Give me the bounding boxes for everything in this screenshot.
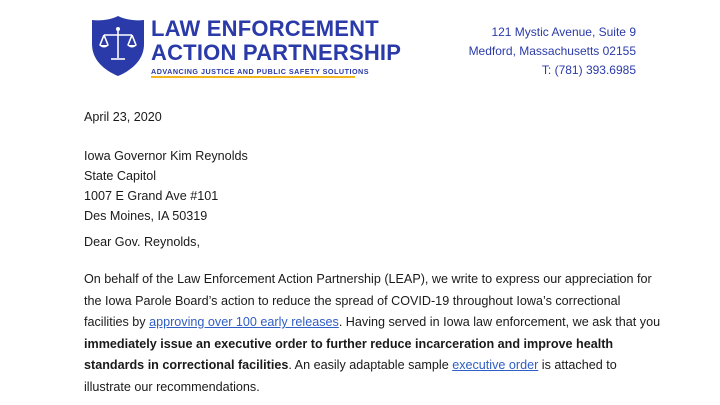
paragraph-text: facilities by	[84, 315, 150, 329]
recipient-line: Iowa Governor Kim Reynolds	[84, 149, 248, 163]
paragraph-line	[84, 312, 660, 334]
recipient-block	[84, 146, 248, 226]
recipient-line: State Capitol	[84, 169, 157, 183]
early-releases-link[interactable]: approving over 100 early releases	[149, 315, 339, 329]
shield-scales-icon	[88, 14, 148, 78]
org-name-line1: LAW ENFORCEMENT	[151, 16, 379, 41]
paragraph-line: illustrate our recommendations.	[84, 379, 260, 394]
paragraph-line: On behalf of the Law Enforcement Action Partnership (LEAP), we write to express our appreciation for	[84, 272, 652, 286]
request-emphasis: standards in correctional facilities	[84, 358, 289, 372]
paragraph-line: the Iowa Parole Board’s action to reduce the spread of COVID-19 throughout Iowa’s correctional	[84, 293, 621, 308]
recipient-line: Des Moines, IA 50319	[84, 209, 208, 223]
paragraph-text: . An easily adaptable sample	[288, 358, 453, 372]
org-name-line2: ACTION PARTNERSHIP	[151, 40, 402, 65]
paragraph-text: . Having served in Iowa law enforcement, we ask that you	[338, 315, 661, 329]
request-emphasis: immediately issue an executive order to further reduce incarceration and improve health	[84, 336, 614, 351]
letter-date: April 23, 2020	[84, 110, 162, 124]
salutation: Dear Gov. Reynolds,	[84, 235, 200, 249]
address-street: 121 Mystic Avenue, Suite 9	[491, 25, 636, 39]
org-tagline: ADVANCING JUSTICE AND PUBLIC SAFETY SOLUTIONS	[151, 67, 370, 76]
paragraph-text: is attached to	[538, 358, 617, 372]
address-city: Medford, Massachusetts 02155	[468, 44, 636, 58]
organization-name	[151, 17, 401, 65]
body-paragraph	[84, 269, 660, 398]
executive-order-link[interactable]: executive order	[452, 358, 539, 372]
org-address	[469, 23, 636, 80]
paragraph-line	[84, 355, 660, 377]
address-phone: T: (781) 393.6985	[541, 63, 636, 77]
recipient-line: 1007 E Grand Ave #101	[84, 189, 219, 203]
paragraph-line	[84, 334, 660, 356]
tagline-rule	[151, 76, 355, 78]
